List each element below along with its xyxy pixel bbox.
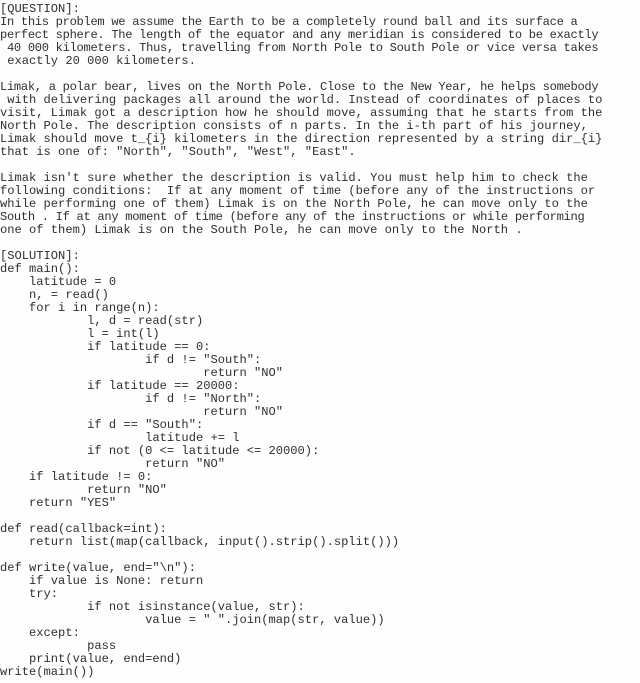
text-line: while performing one of them) Limak is on the North Pole, he can move only to the [0, 197, 588, 211]
code-line: return "NO" [0, 483, 167, 497]
code-line: return "YES" [0, 496, 117, 510]
code-line: try: [0, 587, 59, 601]
text-line: North Pole. The description consists of n parts. In the i-th part of his journey, [0, 119, 588, 133]
code-line: return "NO" [0, 457, 225, 471]
text-line: following conditions: If at any moment of time (before any of the instructions or [0, 184, 596, 198]
code-line: def main(): [0, 262, 80, 276]
text-line: In this problem we assume the Earth to be a completely round ball and its surface a [0, 15, 578, 29]
code-line: def read(callback=int): [0, 522, 167, 536]
code-line: if latitude == 20000: [0, 379, 240, 393]
code-line: latitude = 0 [0, 275, 117, 289]
code-line: return list(map(callback, input().strip().split())) [0, 535, 400, 549]
code-line: except: [0, 626, 80, 640]
code-line: pass [0, 639, 117, 653]
code-line: n, = read() [0, 288, 109, 302]
text-line: Limak should move t_{i} kilometers in the direction represented by a string dir_{i} [0, 132, 603, 146]
code-line: if latitude != 0: [0, 470, 153, 484]
code-line: write(main()) [0, 665, 95, 679]
solution-header: [SOLUTION]: [0, 249, 80, 263]
text-line: Limak isn't sure whether the description is valid. You must help him to check the [0, 171, 588, 185]
code-line: def write(value, end="\n"): [0, 561, 196, 575]
text-line: Limak, a polar bear, lives on the North Pole. Close to the New Year, he helps somebody [0, 80, 599, 94]
code-line: if not (0 <= latitude <= 20000): [0, 444, 320, 458]
code-line: if d == "South": [0, 418, 204, 432]
text-line: South . If at any moment of time (before any of the instructions or while performing [0, 210, 585, 224]
text-line: perfect sphere. The length of the equator and any meridian is considered to be exactly [0, 28, 599, 42]
text-line: visit, Limak got a description how he should move, assuming that he starts from the [0, 106, 603, 120]
text-line: exactly 20 000 kilometers. [0, 54, 196, 68]
code-line: for i in range(n): [0, 301, 160, 315]
code-line: if d != "North": [0, 392, 262, 406]
code-line: print(value, end=end) [0, 652, 182, 666]
text-line: that is one of: "North", "South", "West", "East". [0, 145, 356, 159]
text-line: one of them) Limak is on the South Pole, he can move only to the North . [0, 223, 523, 237]
code-line: if latitude == 0: [0, 340, 211, 354]
code-line: latitude += l [0, 431, 240, 445]
code-line: l, d = read(str) [0, 314, 204, 328]
text-line: with delivering packages all around the world. Instead of coordinates of places to [0, 93, 603, 107]
question-header: [QUESTION]: [0, 2, 80, 16]
text-line: 40 000 kilometers. Thus, travelling from North Pole to South Pole or vice versa takes [0, 41, 599, 55]
code-line: l = int(l) [0, 327, 160, 341]
code-line: return "NO" [0, 366, 284, 380]
code-line: value = " ".join(map(str, value)) [0, 613, 385, 627]
code-line: if value is None: return [0, 574, 204, 588]
code-line: if d != "South": [0, 353, 262, 367]
code-line: return "NO" [0, 405, 284, 419]
code-line: if not isinstance(value, str): [0, 600, 305, 614]
